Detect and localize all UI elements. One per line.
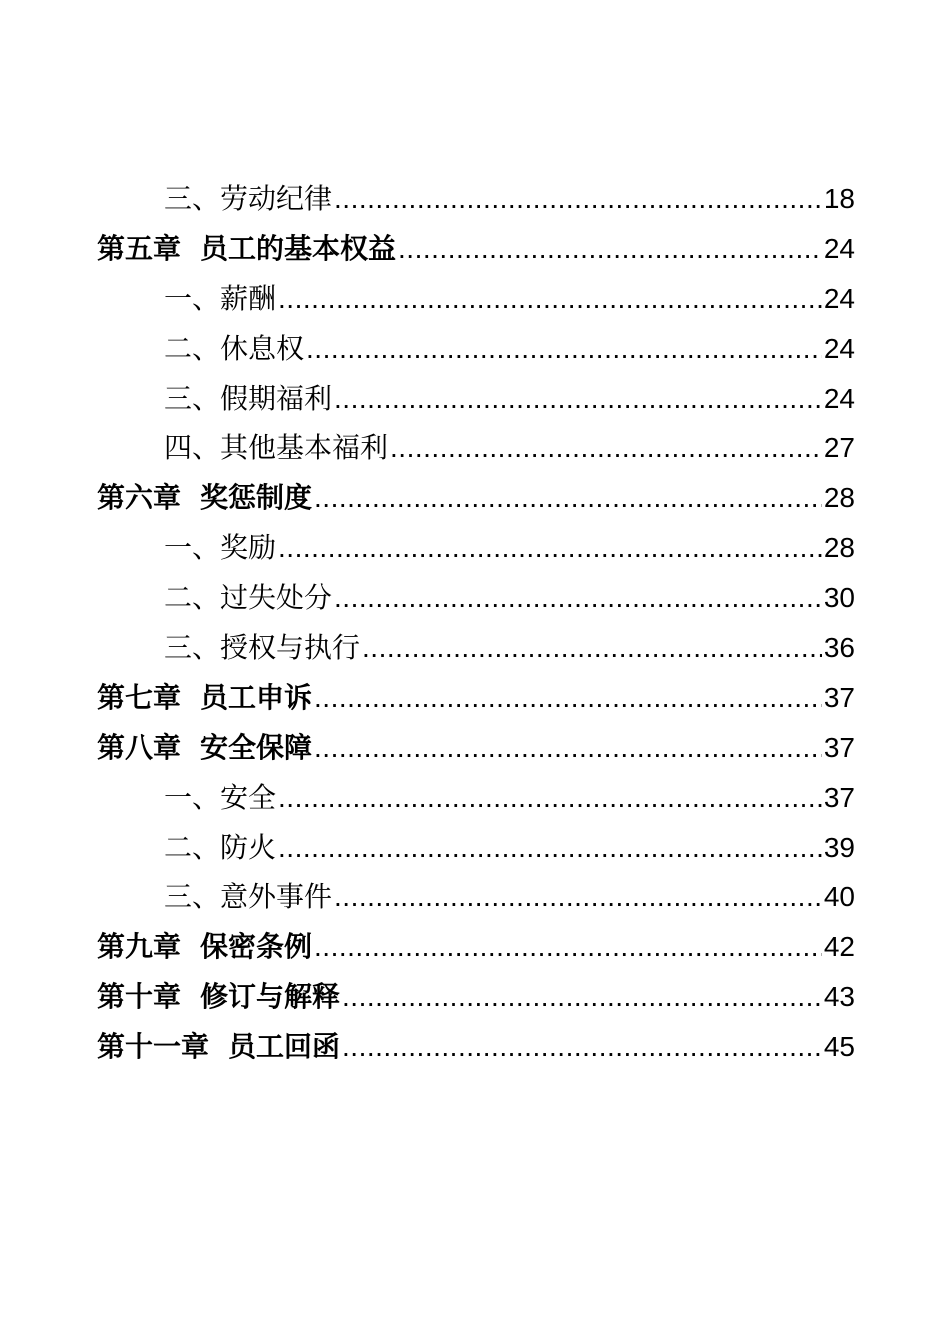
table-of-contents [97,174,855,1072]
toc-entry-number: 第七章 [97,680,182,714]
toc-page-number: 27 [823,432,855,464]
toc-entry-title: 其他基本福利 [220,431,389,465]
toc-entry-title: 薪酬 [220,281,277,315]
toc-entry-title: 安全 [220,780,277,814]
toc-page-number: 37 [823,781,855,813]
dot-leader [278,274,822,324]
toc-entry-title: 过失处分 [220,581,333,615]
toc-page-number: 28 [823,482,855,514]
toc-section-entry[interactable] [97,274,855,324]
toc-section-entry[interactable] [97,573,855,623]
dot-leader [398,224,822,274]
toc-chapter-entry[interactable] [97,922,855,972]
toc-page-number: 37 [823,681,855,713]
toc-entry-label [97,922,312,972]
toc-entry-label [97,1022,340,1072]
toc-entry-number: 第八章 [97,730,182,764]
toc-page-number: 40 [823,881,855,913]
toc-entry-title: 授权与执行 [220,631,361,664]
toc-entry-label [97,473,312,523]
toc-page-number: 30 [823,582,855,614]
toc-entry-number: 四、 [164,431,221,465]
toc-page-number: 28 [823,532,855,564]
toc-section-entry[interactable] [97,324,855,374]
toc-section-entry[interactable] [97,872,855,922]
toc-entry-label [164,773,276,823]
toc-entry-label [164,823,276,873]
toc-page-number: 24 [823,332,855,364]
toc-entry-label [97,673,312,723]
toc-entry-number: 一、 [164,780,221,814]
dot-leader [390,423,822,473]
toc-page-number: 39 [823,831,855,863]
dot-leader [334,573,822,623]
dot-leader [278,823,822,873]
dot-leader [314,473,822,523]
toc-entry-number: 二、 [164,331,221,365]
toc-entry-number: 第十一章 [97,1030,210,1064]
toc-entry-label [97,224,396,274]
toc-entry-label [164,623,360,673]
dot-leader [334,872,822,922]
toc-page-number: 43 [823,981,855,1013]
toc-entry-label [97,972,340,1022]
dot-leader [314,922,822,972]
toc-section-entry[interactable] [97,773,855,823]
toc-entry-title: 奖励 [220,531,277,565]
toc-entry-title: 员工的基本权益 [200,231,397,265]
toc-entry-label [164,872,332,922]
toc-chapter-entry[interactable] [97,723,855,773]
dot-leader [334,374,822,424]
toc-section-entry[interactable] [97,174,855,224]
toc-entry-label [97,723,312,773]
toc-chapter-entry[interactable] [97,224,855,274]
toc-page-number: 42 [823,931,855,963]
toc-page-number: 37 [823,731,855,763]
toc-entry-number: 第六章 [97,481,182,515]
toc-entry-label [164,274,276,324]
toc-entry-title: 员工回函 [228,1030,341,1064]
toc-entry-title: 修订与解释 [200,980,341,1014]
toc-section-entry[interactable] [97,623,855,673]
toc-chapter-entry[interactable] [97,473,855,523]
toc-entry-title: 劳动纪律 [220,181,333,215]
toc-entry-number: 第十章 [97,980,182,1014]
toc-entry-label [164,523,276,573]
toc-entry-number: 三、 [164,381,221,415]
toc-entry-number: 一、 [164,531,221,565]
dot-leader [362,623,822,673]
toc-section-entry[interactable] [97,423,855,473]
toc-entry-number: 第九章 [97,930,182,964]
toc-section-entry[interactable] [97,823,855,873]
toc-entry-title: 安全保障 [200,730,313,764]
dot-leader [314,723,822,773]
toc-entry-label [164,573,332,623]
toc-entry-title: 防火 [220,830,277,864]
toc-entry-label [164,374,332,424]
toc-entry-label [164,324,304,374]
toc-chapter-entry[interactable] [97,673,855,723]
toc-entry-title: 保密条例 [200,930,313,964]
dot-leader [342,1022,822,1072]
toc-entry-label [164,423,388,473]
toc-entry-title: 奖惩制度 [200,481,313,515]
toc-page-number: 45 [823,1031,855,1063]
toc-chapter-entry[interactable] [97,972,855,1022]
toc-page-number: 24 [823,232,855,264]
toc-entry-title: 假期福利 [220,381,333,415]
dot-leader [278,773,822,823]
toc-entry-label [164,174,332,224]
toc-entry-number: 第五章 [97,231,182,265]
toc-entry-number: 二、 [164,830,221,864]
toc-page-number: 24 [823,382,855,414]
toc-entry-number: 一、 [164,281,221,315]
toc-entry-number: 三、 [164,181,221,215]
toc-entry-title: 意外事件 [220,880,333,914]
toc-page-number: 24 [823,282,855,314]
dot-leader [314,673,822,723]
toc-entry-title: 休息权 [220,331,305,365]
dot-leader [334,174,822,224]
dot-leader [306,324,822,374]
toc-page-number: 36 [823,632,855,663]
toc-entry-number: 二、 [164,581,221,615]
toc-chapter-entry[interactable] [97,1022,855,1072]
dot-leader [278,523,822,573]
toc-entry-number: 三、 [164,880,221,914]
dot-leader [342,972,822,1022]
toc-page-number: 18 [823,182,855,214]
toc-section-entry[interactable] [97,523,855,573]
toc-entry-title: 员工申诉 [200,680,313,714]
toc-entry-number: 三、 [164,631,221,664]
toc-section-entry[interactable] [97,374,855,424]
